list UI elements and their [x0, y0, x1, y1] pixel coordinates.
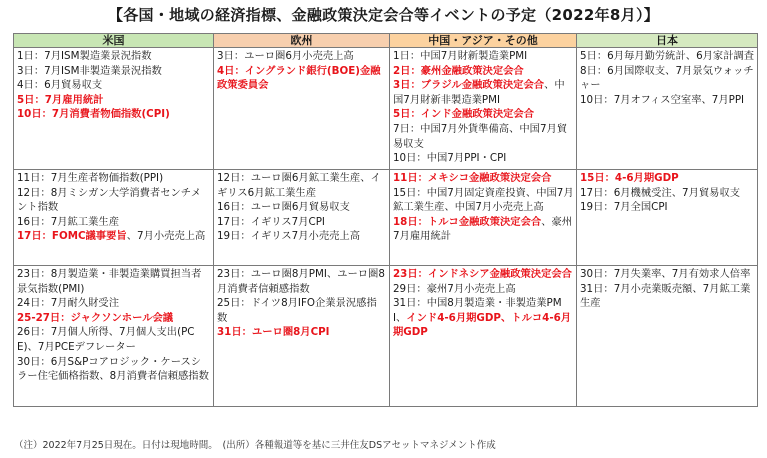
column-header-asia: 中国・アジア・その他: [390, 34, 577, 48]
event-item: [580, 200, 755, 215]
event-text-highlight: 5日：インド金融政策決定会合: [393, 108, 535, 121]
event-text: 5日：6月毎月勤労統計、6月家計調査: [580, 50, 755, 62]
event-text-suffix: 、豪州7月雇用統計: [393, 215, 573, 243]
event-item: [17, 64, 211, 79]
event-text-highlight: 3日：ブラジル金融政策決定会合: [393, 79, 545, 92]
event-item: [393, 78, 574, 107]
event-item: [580, 49, 755, 64]
event-text: 17日：イギリス7月CPI: [217, 215, 325, 228]
event-item: [17, 355, 211, 384]
event-text-highlight: 23日：インドネシア金融政策決定会合: [393, 268, 572, 280]
event-text-highlight: 10日：7月消費者物価指数(CPI): [17, 108, 170, 121]
event-item: [217, 49, 387, 64]
event-text: 17日：6月機械受注、7月貿易収支: [580, 186, 741, 199]
event-item: [217, 200, 387, 215]
event-item: [393, 107, 574, 122]
event-text: 4日：6月貿易収支: [17, 79, 103, 92]
event-item: [393, 171, 574, 186]
event-text: 31日：中国8月製造業・非製造業PMI、: [393, 297, 562, 324]
event-item: [17, 215, 211, 230]
event-text: 12日：8月ミシガン大学消費者センチメント指数: [17, 186, 201, 214]
page-title: 【各国・地域の経済指標、金融政策決定会合等イベントの予定（2022年8月）】: [107, 6, 660, 24]
event-item: [580, 64, 755, 93]
event-text-highlight: 15日：4-6月期GDP: [580, 172, 679, 184]
event-item: [17, 311, 211, 326]
cell-europe: [214, 170, 390, 266]
event-text: 10日：7月オフィス空室率、7月PPI: [580, 93, 745, 106]
event-text-highlight: 4日：イングランド銀行(BOE)金融政策委員会: [217, 64, 381, 92]
event-item: [393, 296, 574, 340]
cell-asia: [390, 48, 577, 170]
event-text: 1日：中国7月財新製造業PMI: [393, 50, 528, 62]
event-item: [580, 93, 755, 108]
cell-us: [14, 170, 214, 266]
event-text: 26日：7月個人所得、7月個人支出(PCE)、7月PCEデフレーター: [17, 326, 195, 353]
column-header-europe: 欧州: [214, 34, 390, 48]
event-item: [17, 267, 211, 296]
event-text-suffix: 、中国7月財新非製造業PMI: [393, 79, 565, 106]
cell-europe: [214, 266, 390, 407]
event-text-highlight: インド4-6月期GDP、トルコ4-6月期GDP: [393, 311, 572, 339]
table-header-row: [14, 34, 758, 48]
event-text: 19日：7月全国CPI: [580, 201, 668, 214]
event-text: 31日：7月小売業販売額、7月鉱工業生産: [580, 282, 751, 310]
event-text-highlight: 2日：豪州金融政策決定会合: [393, 64, 524, 77]
event-item: [217, 215, 387, 230]
event-item: [17, 49, 211, 64]
event-text: 30日：7月失業率、7月有効求人倍率: [580, 268, 751, 280]
event-item: [580, 171, 755, 186]
event-text: 23日：8月製造業・非製造業購買担当者景気指数(PMI): [17, 268, 202, 295]
event-text: 1日：7月ISM製造業景況指数: [17, 50, 152, 62]
event-item: [17, 229, 211, 244]
event-text-highlight: 5日：7月雇用統計: [17, 93, 104, 106]
event-text: 3日：ユーロ圏6月小売売上高: [217, 50, 354, 62]
event-item: [393, 267, 574, 282]
cell-japan: [577, 266, 758, 407]
event-item: [17, 296, 211, 311]
event-text: 12日：ユーロ圏6月鉱工業生産、イギリス6月鉱工業生産: [217, 172, 381, 199]
table-row: [14, 48, 758, 170]
event-item: [17, 78, 211, 93]
event-item: [580, 267, 755, 282]
event-text: 8日：6月国際収支、7月景気ウォッチャー: [580, 64, 754, 92]
event-item: [17, 186, 211, 215]
event-text: 23日：ユーロ圏8月PMI、ユーロ圏8月消費者信頼感指数: [217, 268, 385, 295]
event-item: [17, 107, 211, 122]
event-item: [217, 64, 387, 93]
event-item: [580, 282, 755, 311]
event-text-highlight: 17日：FOMC議事要旨: [17, 230, 127, 243]
cell-us: [14, 48, 214, 170]
table-row: [14, 266, 758, 407]
event-text: 30日：6月S&Pコアロジック・ケースシラー住宅価格指数、8月消費者信頼感指数: [17, 355, 209, 383]
event-text-highlight: 11日：メキシコ金融政策決定会合: [393, 172, 552, 184]
event-text-highlight: 25-27日：ジャクソンホール会議: [17, 311, 174, 324]
event-calendar-table: [13, 33, 758, 407]
event-text: 19日：イギリス7月小売売上高: [217, 230, 361, 243]
event-item: [393, 122, 574, 151]
event-item: [217, 229, 387, 244]
event-item: [17, 171, 211, 186]
event-item: [393, 49, 574, 64]
event-item: [17, 93, 211, 108]
event-item: [217, 296, 387, 325]
cell-europe: [214, 48, 390, 170]
event-item: [580, 186, 755, 201]
event-item: [393, 151, 574, 166]
event-text: 3日：7月ISM非製造業景況指数: [17, 64, 162, 77]
event-item: [17, 325, 211, 354]
cell-us: [14, 266, 214, 407]
column-header-us: 米国: [14, 34, 214, 48]
event-text: 11日：7月生産者物価指数(PPI): [17, 172, 164, 184]
event-item: [393, 215, 574, 244]
event-item: [393, 282, 574, 297]
event-item: [393, 186, 574, 215]
table-row: [14, 170, 758, 266]
cell-japan: [577, 170, 758, 266]
event-text: 16日：7月鉱工業生産: [17, 215, 120, 228]
event-text: 25日：ドイツ8月IFO企業景況感指数: [217, 297, 377, 324]
cell-asia: [390, 266, 577, 407]
event-text-highlight: 31日：ユーロ圏8月CPI: [217, 326, 330, 339]
event-text: 29日：豪州7月小売売上高: [393, 282, 516, 295]
event-text-highlight: 18日：トルコ金融政策決定会合: [393, 215, 542, 228]
event-text-suffix: 、7月小売売上高: [126, 230, 206, 243]
event-text: 15日：中国7月固定資産投資、中国7月鉱工業生産、中国7月小売売上高: [393, 186, 574, 214]
column-header-japan: 日本: [577, 34, 758, 48]
event-item: [217, 325, 387, 340]
event-text: 24日：7月耐久財受注: [17, 297, 120, 310]
event-text: 16日：ユーロ圏6月貿易収支: [217, 201, 350, 214]
footnote: （注）2022年7月25日現在。日付は現地時間。 (出所）各種報道等を基に三井住友DSアセットマネジメント作成: [14, 440, 496, 451]
event-text: 7日：中国7月外貨準備高、中国7月貿易収支: [393, 122, 568, 150]
event-item: [393, 64, 574, 79]
event-item: [217, 267, 387, 296]
event-item: [217, 171, 387, 200]
event-text: 10日：中国7月PPI・CPI: [393, 152, 507, 165]
cell-japan: [577, 48, 758, 170]
cell-asia: [390, 170, 577, 266]
